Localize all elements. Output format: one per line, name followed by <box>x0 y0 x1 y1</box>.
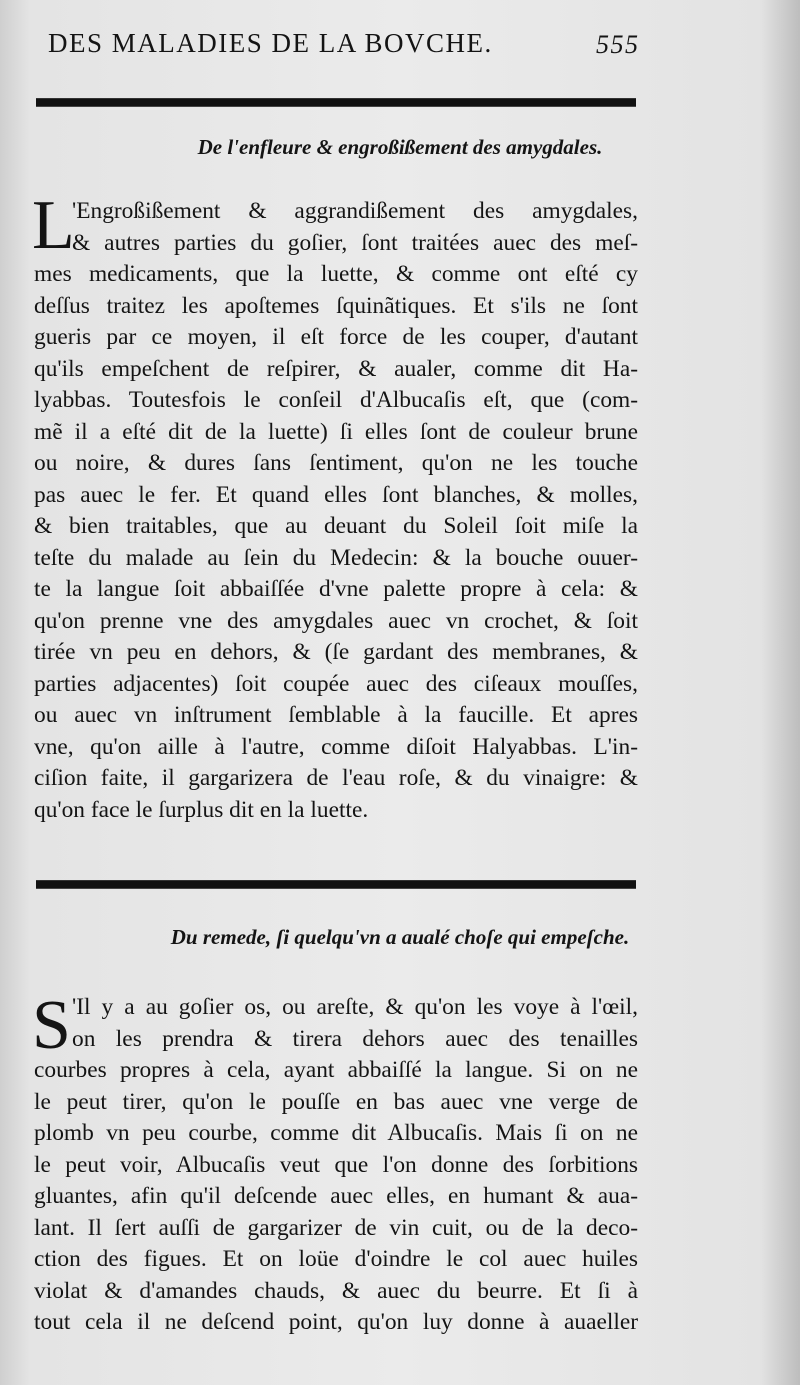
text-line: qu'on face le ſurplus dit en la luette. <box>34 796 369 823</box>
text-line: qu'ils empeſchent de reſpirer, & aualer, comme dit Ha- <box>34 355 638 382</box>
text-line: pas auec le fer. Et quand elles ſont blanches, & molles, <box>34 481 638 508</box>
text-line: mẽ il a eſté dit de la luette) ſi elles ſont de couleur brune <box>34 418 638 445</box>
text-line: qu'on prenne vne des amygdales auec vn crochet, & ſoit <box>34 607 638 634</box>
text-line: on les prendra & tirera dehors auec des tenailles <box>72 1025 638 1052</box>
text-line: gueris par ce moyen, il eſt force de les couper, d'autant <box>34 324 638 350</box>
text-line: teſte du malade au ſein du Medecin: & la bouche ouuer- <box>34 544 638 571</box>
text-line: ction des figues. Et on loüe d'oindre le col auec huiles <box>34 1246 638 1272</box>
text-line: 'Engroßißement & aggrandißement des amygdales, <box>72 198 638 224</box>
drop-cap: S <box>32 987 71 1064</box>
text-line: ciſion faite, il gargarizera de l'eau roſe, & du vinaigre: & <box>34 765 638 791</box>
text-line: gluantes, afin qu'il deſcende auec elles, en humant & aua- <box>34 1183 638 1209</box>
page-number: 555 <box>596 30 640 59</box>
text-line: lant. Il ſert auſſi de gargarizer de vin cuit, ou de la deco- <box>34 1214 638 1241</box>
paragraph <box>32 187 638 826</box>
text-line: tirée vn peu en dehors, & (ſe gardant des membranes, & <box>34 639 638 665</box>
section-heading: De l'enfleure & engroßißement des amygdales. <box>197 135 603 159</box>
text-line: & autres parties du goſier, ſont traitées auec des meſ- <box>72 229 638 256</box>
text-line: plomb vn peu courbe, comme dit Albucaſis. Mais ſi on ne <box>34 1120 638 1146</box>
text-line: te la langue ſoit abbaiſſée d'vne palette propre à cela: & <box>34 576 638 602</box>
section-rule <box>36 880 636 889</box>
text-line: le peut tirer, qu'on le pouſſe en bas auec vne verge de <box>34 1088 638 1115</box>
running-header <box>48 28 748 59</box>
text-line: mes medicaments, que la luette, & comme ont eſté cy <box>34 261 638 287</box>
paragraph <box>32 987 638 1339</box>
text-line: deſſus traitez les apoſtemes ſquinãtiques. Et s'ils ne ſont <box>34 292 638 319</box>
text-line: ou auec vn inſtrument ſemblable à la faucille. Et apres <box>34 702 638 728</box>
text-line: courbes propres à cela, ayant abbaiſſé la langue. Si on ne <box>34 1057 638 1083</box>
text-line: lyabbas. Toutesfois le conſeil d'Albucaſis eſt, que (com- <box>34 387 638 413</box>
text-line: 'Il y a au goſier os, ou areſte, & qu'on les voye à l'œil, <box>72 994 638 1020</box>
drop-cap: L <box>32 187 75 264</box>
text-line: & bien traitables, que au deuant du Soleil ſoit miſe la <box>34 513 638 539</box>
text-line: ou noire, & dures ſans ſentiment, qu'on ne les touche <box>34 450 638 476</box>
text-line: parties adjacentes) ſoit coupée auec des ciſeaux mouſſes, <box>34 670 638 697</box>
text-line: vne, qu'on aille à l'autre, comme diſoit Halyabbas. L'in- <box>34 733 638 760</box>
section-heading: Du remede, ſi quelqu'vn a aualé choſe qui empeſche. <box>170 925 630 949</box>
text-line: tout cela il ne deſcend point, qu'on luy donne à auaeller <box>34 1309 638 1335</box>
running-title: DES MALADIES DE LA BOVCHE. <box>48 28 493 58</box>
header-rule <box>36 98 636 107</box>
text-line: violat & d'amandes chauds, & auec du beurre. Et ſi à <box>34 1277 638 1304</box>
text-line: le peut voir, Albucaſis veut que l'on donne des ſorbitions <box>34 1151 638 1178</box>
